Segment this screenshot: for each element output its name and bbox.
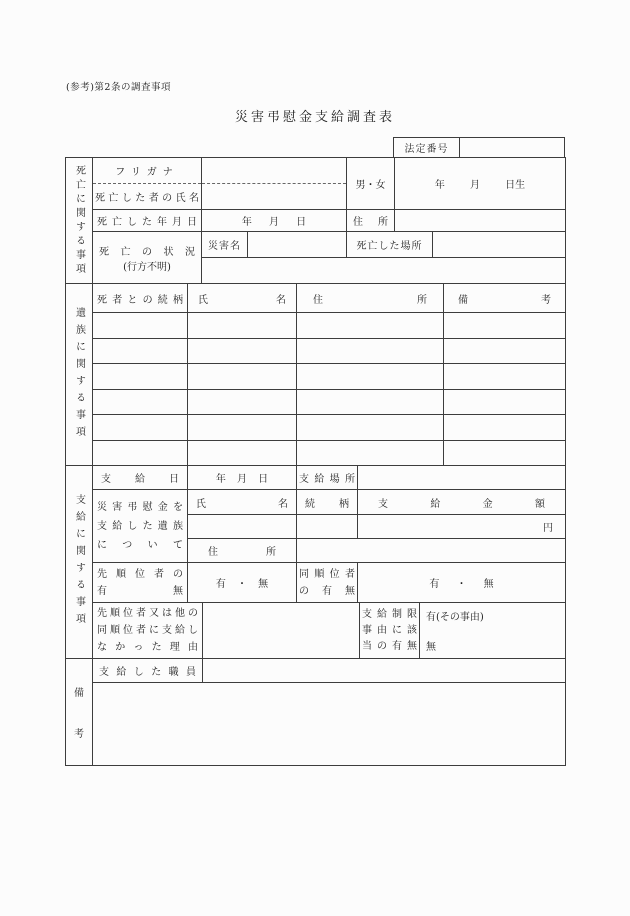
family-section-side-label-cell [66, 284, 93, 465]
legal-number-box [393, 137, 565, 158]
payment-amount-cell[interactable] [358, 515, 565, 538]
restriction-label-line3: 当の有無 [362, 640, 417, 652]
recipient-row [93, 490, 565, 563]
recipient-address-label: 住所 [208, 547, 276, 558]
no-payment-reason-label-line1: 先順位者又は他の [97, 608, 198, 619]
sex-options[interactable]: 男・女 [355, 180, 386, 191]
furigana-value-cell[interactable] [202, 158, 346, 184]
payment-date-row [93, 466, 565, 490]
family-name-cell[interactable] [188, 364, 297, 389]
family-row [93, 364, 565, 390]
payment-section [66, 466, 565, 659]
same-rank-label-line2: の有無 [299, 585, 355, 597]
family-section-side-label: 遺族に関する事項 [73, 306, 85, 443]
family-relation-cell[interactable] [93, 441, 188, 466]
family-name-header: 氏名 [198, 294, 286, 306]
remarks-section-side-label-cell [66, 659, 93, 765]
remarks-section [66, 659, 565, 765]
birth-date-cell[interactable] [395, 158, 565, 209]
family-row [93, 390, 565, 416]
form-title: 災害弔慰金支給調査表 [234, 110, 395, 125]
restriction-option-no[interactable]: 無 [426, 642, 436, 653]
payment-amount-header: 支給金額 [378, 498, 545, 510]
death-situation-row [93, 232, 565, 283]
family-remarks-cell[interactable] [444, 364, 565, 389]
remarks-side-label-char2: 考 [74, 729, 84, 740]
survey-table [65, 157, 566, 766]
family-row [93, 441, 565, 466]
paying-staff-value-cell[interactable] [203, 659, 565, 682]
family-section [66, 284, 565, 466]
payment-place-label: 支給場所 [299, 474, 355, 485]
no-payment-reason-cell[interactable] [203, 603, 360, 658]
death-situation-sublabel: (行方不明) [123, 261, 171, 273]
remarks-value-cell[interactable] [93, 683, 565, 765]
restriction-label-line1: 支給制限 [362, 608, 417, 620]
family-row [93, 339, 565, 365]
restriction-option-yes[interactable]: 有(その事由) [426, 612, 484, 623]
death-section-side-label: 死亡に関する事項 [73, 164, 85, 277]
payment-section-side-label-cell [66, 466, 93, 658]
same-rank-option-cell[interactable] [358, 563, 565, 602]
legal-number-label: 法定番号 [394, 138, 460, 157]
reference-note: (参考)第2条の調査事項 [66, 82, 171, 93]
death-date-label: 死亡した年月日 [97, 217, 197, 228]
death-date-placeholder[interactable]: 年 月 日 [241, 217, 307, 228]
death-place-label: 死亡した場所 [356, 241, 423, 252]
restriction-label-line2: 事由に該 [362, 624, 417, 636]
payment-section-side-label: 支給に関する事項 [73, 494, 85, 630]
family-address-cell[interactable] [297, 313, 444, 338]
family-remarks-header: 備考 [458, 294, 551, 306]
family-address-cell[interactable] [297, 364, 444, 389]
family-remarks-cell[interactable] [444, 441, 565, 466]
priority-row [93, 563, 565, 603]
recipient-name-cell[interactable] [188, 515, 297, 538]
recipient-relation-cell[interactable] [297, 515, 358, 538]
family-relation-cell[interactable] [93, 339, 188, 364]
family-address-cell[interactable] [297, 415, 444, 440]
recipient-address-cell[interactable] [297, 539, 565, 562]
payment-date-value-cell[interactable] [188, 466, 297, 489]
family-remarks-cell[interactable] [444, 339, 565, 364]
family-name-cell[interactable] [188, 390, 297, 415]
family-remarks-cell[interactable] [444, 313, 565, 338]
family-row [93, 415, 565, 441]
family-relation-cell[interactable] [93, 390, 188, 415]
family-relation-header: 死者との続柄 [97, 294, 183, 306]
recipient-relation-header: 続柄 [305, 498, 349, 510]
family-address-cell[interactable] [297, 339, 444, 364]
paying-staff-row [93, 659, 565, 683]
disaster-name-value-cell[interactable] [248, 232, 347, 257]
family-address-cell[interactable] [297, 441, 444, 466]
family-address-cell[interactable] [297, 390, 444, 415]
death-date-row [93, 210, 565, 232]
recipient-label-line2: 支給した遺族 [97, 520, 183, 532]
family-relation-cell[interactable] [93, 313, 188, 338]
no-payment-reason-label-line2: 同順位者に支給し [97, 625, 198, 636]
prior-person-options[interactable]: 有 ・ 無 [215, 579, 269, 590]
death-situation-label: 死亡の状況 [99, 246, 195, 258]
restriction-option-cell[interactable] [420, 603, 565, 658]
paying-staff-label: 支給した職員 [99, 667, 196, 678]
payment-place-value-cell[interactable] [358, 466, 565, 489]
family-relation-cell[interactable] [93, 364, 188, 389]
death-address-value-cell[interactable] [395, 210, 565, 231]
no-payment-reason-row [93, 603, 565, 658]
family-remarks-cell[interactable] [444, 390, 565, 415]
family-row [93, 313, 565, 339]
death-address-label: 住所 [353, 217, 388, 228]
family-name-cell[interactable] [188, 415, 297, 440]
family-relation-cell[interactable] [93, 415, 188, 440]
family-name-cell[interactable] [188, 313, 297, 338]
deceased-name-label: 死亡した者の氏名 [95, 193, 199, 204]
prior-person-label-line1: 先順位者の [97, 568, 183, 580]
death-place-value-cell[interactable] [433, 232, 565, 257]
family-header-row [93, 284, 565, 313]
legal-number-value[interactable] [460, 138, 564, 157]
family-remarks-cell[interactable] [444, 415, 565, 440]
furigana-label: フリガナ [115, 167, 179, 178]
currency-suffix: 円 [543, 523, 553, 534]
death-date-value-cell[interactable] [202, 210, 347, 231]
deceased-name-row [93, 158, 565, 210]
prior-person-option-cell[interactable] [188, 563, 297, 602]
remarks-side-label-char1: 備 [74, 688, 84, 699]
prior-person-label-line2: 有無 [97, 585, 183, 597]
deceased-name-value-cell[interactable] [202, 184, 346, 209]
recipient-name-header: 氏名 [196, 498, 288, 510]
remarks-body-row [93, 683, 565, 765]
same-rank-label-line1: 同順位者 [299, 568, 355, 580]
same-rank-options[interactable]: 有 ・ 無 [429, 579, 494, 590]
birth-date-placeholder[interactable]: 年 月 日生 [434, 180, 526, 191]
family-address-header: 住所 [313, 294, 427, 306]
sex-option-cell[interactable] [347, 158, 395, 209]
recipient-label-line1: 災害弔慰金を [97, 501, 183, 513]
family-name-cell[interactable] [188, 441, 297, 466]
recipient-label-line3: について [97, 539, 183, 551]
death-section-side-label-cell [66, 158, 93, 283]
family-name-cell[interactable] [188, 339, 297, 364]
payment-date-placeholder[interactable]: 年 月 日 [215, 474, 269, 485]
disaster-name-label: 災害名 [208, 241, 241, 252]
death-section [66, 158, 565, 284]
death-situation-detail-cell[interactable] [202, 258, 565, 283]
no-payment-reason-label-line3: なかった理由 [97, 642, 198, 653]
payment-date-label: 支給日 [101, 474, 179, 485]
